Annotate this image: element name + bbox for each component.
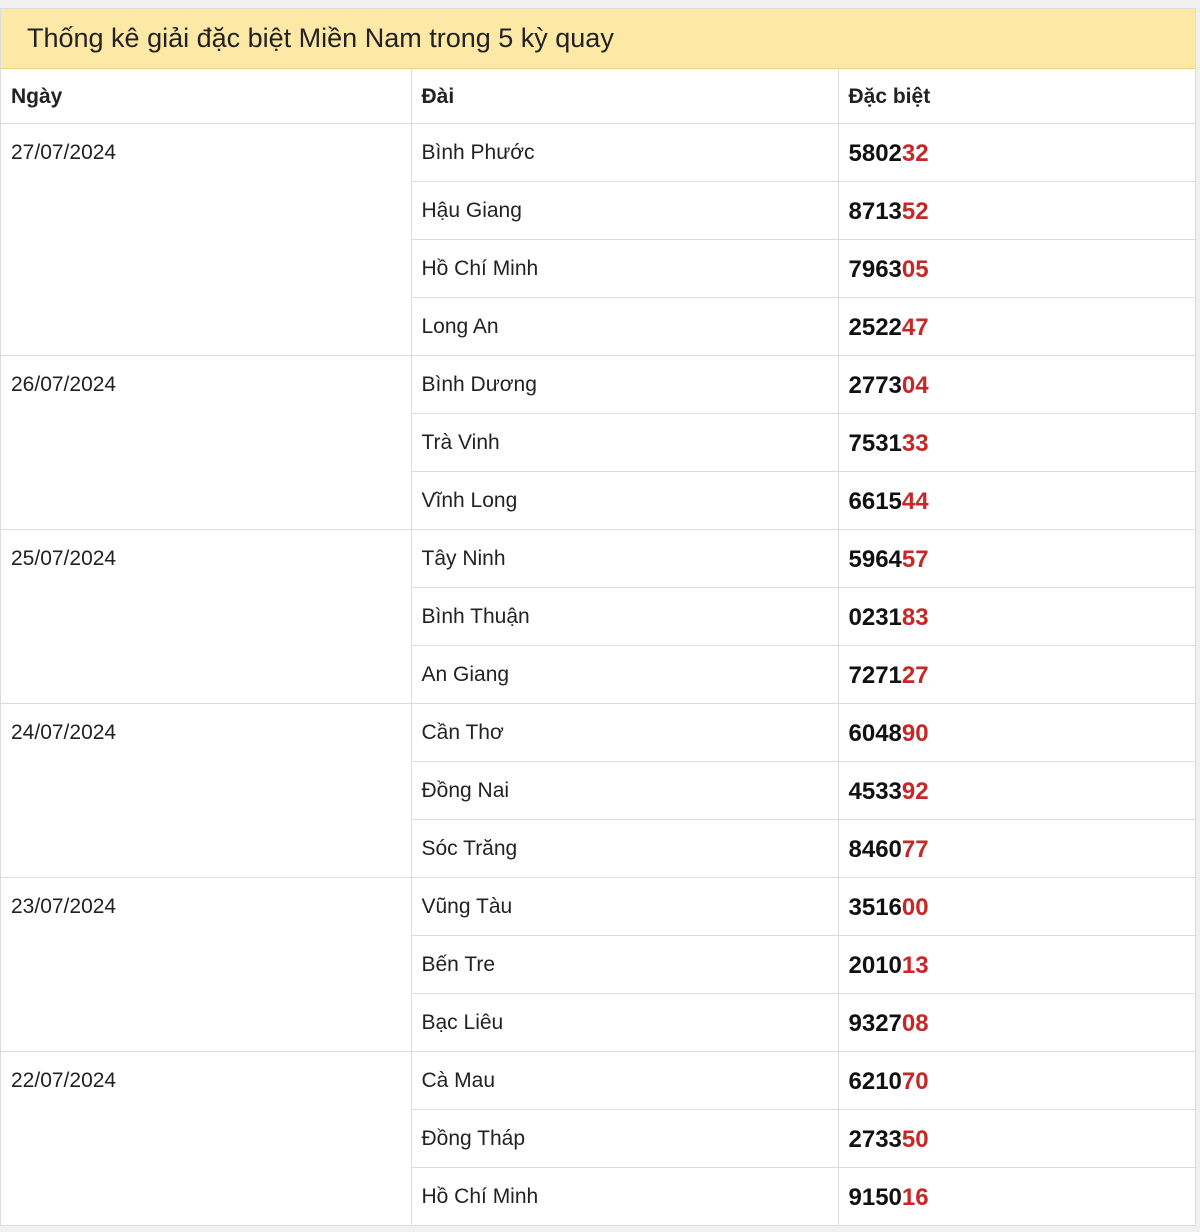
special-prize-number [838,993,1195,1051]
prize-last-two-digits: 77 [901,835,929,863]
special-prize-number [838,1109,1195,1167]
prize-prefix: 7963 [848,255,902,283]
prize-prefix: 5802 [848,139,902,167]
table-row [1,123,1195,181]
special-prize-number [838,761,1195,819]
special-prize-number [838,181,1195,239]
special-prize-number [838,877,1195,935]
draw-date: 25/07/2024 [1,529,411,703]
prize-last-two-digits: 33 [901,429,929,457]
prize-prefix: 6048 [848,719,902,747]
special-prize-number [838,645,1195,703]
prize-prefix: 8460 [848,835,902,863]
draw-date: 24/07/2024 [1,703,411,877]
station-name: Hậu Giang [411,181,838,239]
table-row [1,703,1195,761]
panel-title: Thống kê giải đặc biệt Miền Nam trong 5 kỳ quay [1,9,1195,69]
prize-last-two-digits: 90 [901,719,929,747]
special-prize-number [838,819,1195,877]
prize-last-two-digits: 08 [901,1009,929,1037]
station-name: Vũng Tàu [411,877,838,935]
prize-prefix: 8713 [848,197,902,225]
prize-last-two-digits: 27 [901,661,929,689]
prize-prefix: 9150 [848,1183,902,1211]
prize-prefix: 7531 [848,429,902,457]
special-prize-number [838,123,1195,181]
station-name: Hồ Chí Minh [411,1167,838,1225]
station-name: Đồng Nai [411,761,838,819]
table-row [1,355,1195,413]
column-header-station: Đài [411,69,838,123]
station-name: Bến Tre [411,935,838,993]
column-header-date: Ngày [1,69,411,123]
prize-last-two-digits: 57 [901,545,929,573]
table-row [1,877,1195,935]
draw-date: 23/07/2024 [1,877,411,1051]
prize-prefix: 6615 [848,487,902,515]
prize-last-two-digits: 47 [901,313,929,341]
results-table [1,69,1195,1226]
prize-last-two-digits: 05 [901,255,929,283]
special-prize-number [838,297,1195,355]
special-prize-number [838,935,1195,993]
prize-prefix: 0231 [848,603,902,631]
special-prize-number [838,1167,1195,1225]
prize-last-two-digits: 32 [901,139,929,167]
prize-last-two-digits: 00 [901,893,929,921]
station-name: Cà Mau [411,1051,838,1109]
station-name: Hồ Chí Minh [411,239,838,297]
prize-prefix: 2522 [848,313,902,341]
station-name: Long An [411,297,838,355]
station-name: Bình Dương [411,355,838,413]
draw-date: 26/07/2024 [1,355,411,529]
prize-prefix: 2010 [848,951,902,979]
station-name: Sóc Trăng [411,819,838,877]
prize-last-two-digits: 16 [901,1183,929,1211]
prize-prefix: 7271 [848,661,902,689]
special-prize-number [838,239,1195,297]
prize-last-two-digits: 70 [901,1067,929,1095]
prize-prefix: 5964 [848,545,902,573]
draw-date: 27/07/2024 [1,123,411,355]
station-name: Đồng Tháp [411,1109,838,1167]
prize-prefix: 3516 [848,893,902,921]
station-name: Tây Ninh [411,529,838,587]
results-body [1,123,1195,1225]
special-prize-number [838,471,1195,529]
prize-last-two-digits: 92 [901,777,929,805]
prize-last-two-digits: 13 [901,951,929,979]
table-row [1,529,1195,587]
station-name: Vĩnh Long [411,471,838,529]
table-row [1,1051,1195,1109]
column-header-special-prize: Đặc biệt [838,69,1195,123]
prize-prefix: 2773 [848,371,902,399]
special-prize-number [838,703,1195,761]
station-name: Bình Thuận [411,587,838,645]
results-panel [0,8,1196,1226]
table-header-row [1,69,1195,123]
station-name: An Giang [411,645,838,703]
prize-prefix: 9327 [848,1009,902,1037]
prize-prefix: 2733 [848,1125,902,1153]
special-prize-number [838,1051,1195,1109]
station-name: Trà Vinh [411,413,838,471]
special-prize-number [838,413,1195,471]
prize-last-two-digits: 50 [901,1125,929,1153]
prize-last-two-digits: 04 [901,371,929,399]
prize-prefix: 4533 [848,777,902,805]
station-name: Bạc Liêu [411,993,838,1051]
prize-last-two-digits: 83 [901,603,929,631]
station-name: Bình Phước [411,123,838,181]
station-name: Cần Thơ [411,703,838,761]
prize-prefix: 6210 [848,1067,902,1095]
special-prize-number [838,529,1195,587]
prize-last-two-digits: 44 [901,487,929,515]
special-prize-number [838,355,1195,413]
draw-date: 22/07/2024 [1,1051,411,1225]
special-prize-number [838,587,1195,645]
prize-last-two-digits: 52 [901,197,929,225]
